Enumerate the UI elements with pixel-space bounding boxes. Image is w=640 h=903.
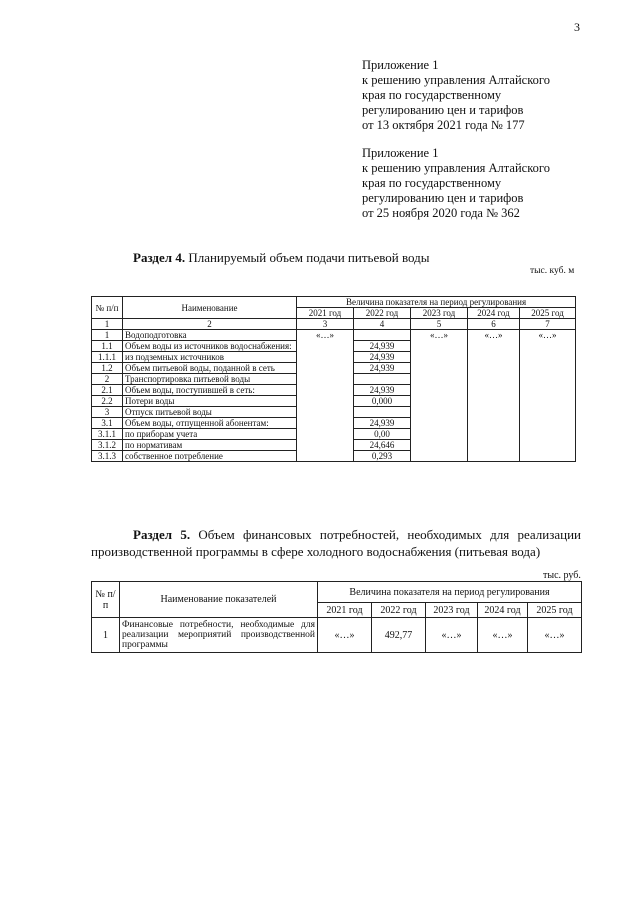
- section-5-unit: тыс. руб.: [543, 570, 581, 581]
- row-no: 3.1.2: [92, 440, 123, 451]
- annex-line: к решению управления Алтайского: [362, 73, 550, 87]
- annex-line: Приложение 1: [362, 58, 439, 72]
- header-year: 2024 год: [478, 603, 528, 618]
- section-5-label: Раздел 5.: [133, 527, 191, 542]
- row-no: 2: [92, 374, 123, 385]
- header-year: 2022 год: [354, 308, 411, 319]
- annex-line: от 25 ноября 2020 года № 362: [362, 206, 520, 220]
- value-2023: «…»: [411, 330, 468, 462]
- row-no: 1.1: [92, 341, 123, 352]
- header-no: № п/п: [92, 582, 120, 618]
- row-name: по приборам учета: [123, 429, 297, 440]
- value-2025: «…»: [528, 618, 582, 653]
- row-no: 3.1: [92, 418, 123, 429]
- value-2022: 24,939: [354, 352, 411, 363]
- row-no: 1.2: [92, 363, 123, 374]
- annex-line: Приложение 1: [362, 146, 439, 160]
- page-number: 3: [574, 20, 580, 34]
- row-name: Объем воды, отпущенной абонентам:: [123, 418, 297, 429]
- header-year: 2021 год: [297, 308, 354, 319]
- annex-line: регулированию цен и тарифов: [362, 191, 524, 205]
- header-name: Наименование: [123, 297, 297, 319]
- row-name: Объем питьевой воды, поданной в сеть: [123, 363, 297, 374]
- row-no: 1: [92, 330, 123, 341]
- table-row: [92, 618, 582, 653]
- row-name: Объем воды, поступившей в сеть:: [123, 385, 297, 396]
- value-2022: 0,00: [354, 429, 411, 440]
- annex-line: регулированию цен и тарифов: [362, 103, 524, 117]
- col-number: 5: [411, 319, 468, 330]
- section-4-unit: тыс. куб. м: [530, 266, 575, 276]
- row-name: из подземных источников: [123, 352, 297, 363]
- col-number: 2: [123, 319, 297, 330]
- value-2021: «…»: [297, 330, 354, 462]
- row-no: 2.2: [92, 396, 123, 407]
- annex-line: края по государственному: [362, 176, 502, 190]
- header-year: 2023 год: [426, 603, 478, 618]
- section-4-label: Раздел 4.: [133, 250, 186, 265]
- annex-block-1: [362, 58, 550, 133]
- value-2024: «…»: [468, 330, 520, 462]
- value-2025: «…»: [520, 330, 576, 462]
- row-no: 2.1: [92, 385, 123, 396]
- header-name: Наименование показателей: [120, 582, 318, 618]
- value-2022: [354, 330, 411, 341]
- section-4-title-text: Планируемый объем подачи питьевой воды: [185, 250, 430, 265]
- header-year: 2021 год: [318, 603, 372, 618]
- value-2022: 0,293: [354, 451, 411, 462]
- value-2024: «…»: [478, 618, 528, 653]
- annex-line: от 13 октября 2021 года № 177: [362, 118, 525, 132]
- row-name: по нормативам: [123, 440, 297, 451]
- annex-block-2: [362, 146, 550, 221]
- col-number: 4: [354, 319, 411, 330]
- value-2021: «…»: [318, 618, 372, 653]
- value-2022: [354, 374, 411, 385]
- row-name: собственное потребление: [123, 451, 297, 462]
- col-number: 7: [520, 319, 576, 330]
- section-5-title-line2: производственной программы в сфере холодного водоснабжения (питьевая вода): [91, 544, 541, 559]
- value-2022: 0,000: [354, 396, 411, 407]
- col-number: 1: [92, 319, 123, 330]
- header-period: Величина показателя на период регулирования: [297, 297, 576, 308]
- header-period: Величина показателя на период регулирования: [318, 582, 582, 603]
- row-name: Отпуск питьевой воды: [123, 407, 297, 418]
- row-no: 1.1.1: [92, 352, 123, 363]
- value-2023: «…»: [426, 618, 478, 653]
- row-name: Финансовые потребности, необходимые для реализации мероприятий производственной программы: [120, 618, 318, 653]
- section-5-table: [91, 581, 582, 653]
- header-no: № п/п: [92, 297, 123, 319]
- header-year: 2023 год: [411, 308, 468, 319]
- row-no: 3: [92, 407, 123, 418]
- table-row: [92, 330, 576, 341]
- row-name: Объем воды из источников водоснабжения:: [123, 341, 297, 352]
- row-no: 3.1.3: [92, 451, 123, 462]
- section-5-title-text: Объем финансовых потребностей, необходимых для реализации: [190, 527, 581, 542]
- header-year: 2022 год: [372, 603, 426, 618]
- section-5-title: [91, 526, 581, 560]
- value-2022: 24,939: [354, 341, 411, 352]
- row-no: 1: [92, 618, 120, 653]
- value-2022: 492,77: [372, 618, 426, 653]
- row-name: Водоподготовка: [123, 330, 297, 341]
- value-2022: 24,939: [354, 418, 411, 429]
- annex-line: края по государственному: [362, 88, 502, 102]
- header-year: 2025 год: [528, 603, 582, 618]
- value-2022: 24,646: [354, 440, 411, 451]
- value-2022: [354, 407, 411, 418]
- header-year: 2024 год: [468, 308, 520, 319]
- section-4-table: [91, 296, 576, 462]
- section-4-title: [133, 250, 430, 266]
- value-2022: 24,939: [354, 363, 411, 374]
- annex-line: к решению управления Алтайского: [362, 161, 550, 175]
- row-name: Потери воды: [123, 396, 297, 407]
- col-number: 6: [468, 319, 520, 330]
- row-name: Транспортировка питьевой воды: [123, 374, 297, 385]
- value-2022: 24,939: [354, 385, 411, 396]
- col-number: 3: [297, 319, 354, 330]
- header-year: 2025 год: [520, 308, 576, 319]
- row-no: 3.1.1: [92, 429, 123, 440]
